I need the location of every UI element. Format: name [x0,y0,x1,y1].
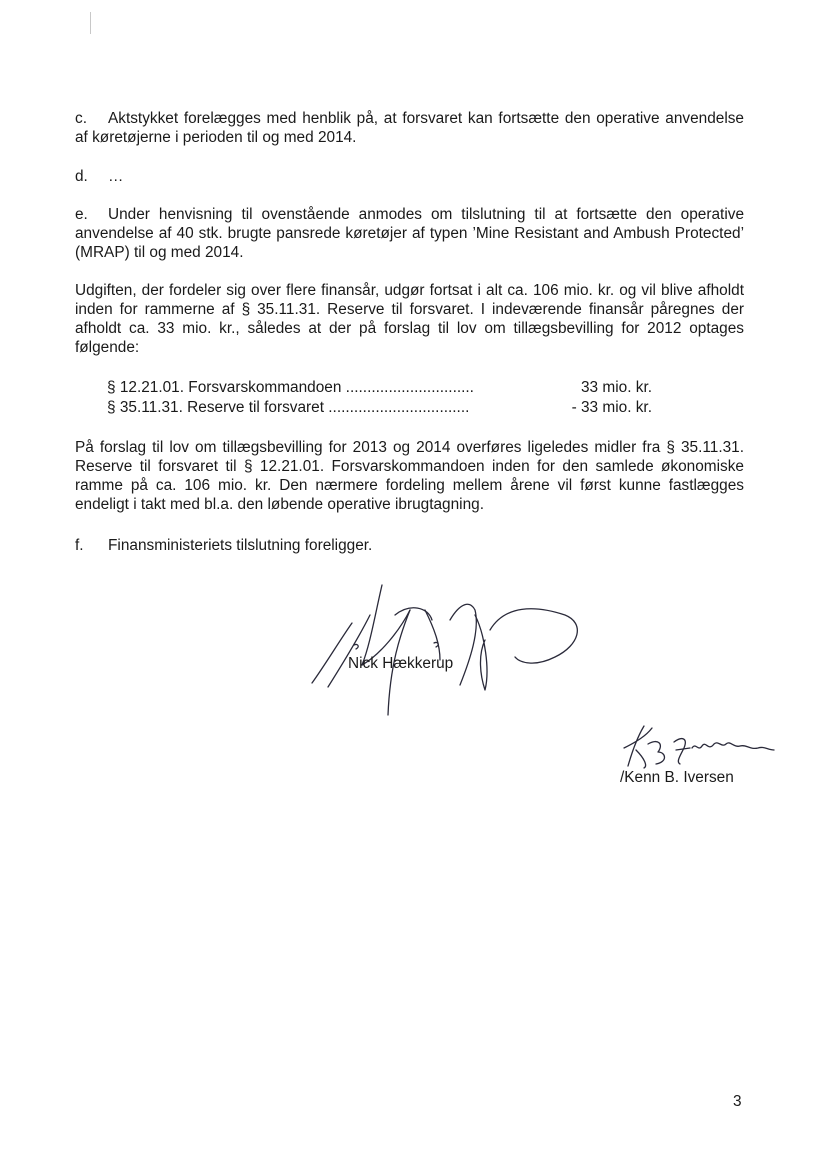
paragraph-marker: c. [75,110,87,127]
budget-amount: 33 mio. kr. [581,379,652,396]
handwritten-signature-secondary [618,722,778,770]
paragraph-transfer: På forslag til lov om tillægsbevilling for 2013 og 2014 overføres ligeledes midler fra § 35.11.31. Reserve til forsvaret til § 12.21.01. Forsvarskommandoen inden for den samlede økonomiske ramme på ca. 106 mio. kr. Den nærmere fordeling mellem årene vil først kunne fastlægges endeligt i takt med bl.a. den løbende operative ibrugtagning. [75,439,744,513]
paragraph-text: … [108,168,124,185]
paragraph-marker: d. [75,168,88,185]
page-number: 3 [733,1093,742,1110]
scan-artifact-top [90,12,91,34]
paragraph-f [75,536,744,555]
budget-row [107,378,652,397]
paragraph-expense: Udgiften, der fordeler sig over flere finansår, udgør fortsat i alt ca. 106 mio. kr. og vil blive afholdt inden for rammerne af § 35.11.31. Reserve til forsvaret. I indeværende finansår påregnes der afholdt ca. 33 mio. kr., således at der på forslag til lov om tillægsbevilling for 2012 optages følgende: [75,282,744,356]
budget-amount: - 33 mio. kr. [571,399,652,416]
paragraph-c [75,109,744,147]
signature-name-secondary: /Kenn B. Iversen [620,769,734,786]
signature-name-primary: Nick Hækkerup [348,655,454,672]
paragraph-text: Under henvisning til ovenstående anmodes om tilslutning til at fortsætte den operative anvendelse af 40 stk. brugte pansrede køretøjer af typen ’Mine Resistant and Ambush Protected’ (MRAP) til og med 2014. [75,206,744,261]
handwritten-signature-primary [300,575,590,725]
paragraph-text: Aktstykket forelægges med henblik på, at forsvaret kan fortsætte den operative anvendelse af køretøjerne i perioden til og med 2014. [75,110,744,146]
paragraph-text: Finansministeriets tilslutning foreligger. [108,537,373,554]
paragraph-d [75,167,744,186]
paragraph-e [75,205,744,262]
budget-label: § 35.11.31. Reserve til forsvaret ................................. [107,399,470,416]
paragraph-marker: e. [75,206,88,223]
budget-row [107,398,652,417]
paragraph-marker: f. [75,537,84,554]
budget-label: § 12.21.01. Forsvarskommandoen .............................. [107,379,474,396]
